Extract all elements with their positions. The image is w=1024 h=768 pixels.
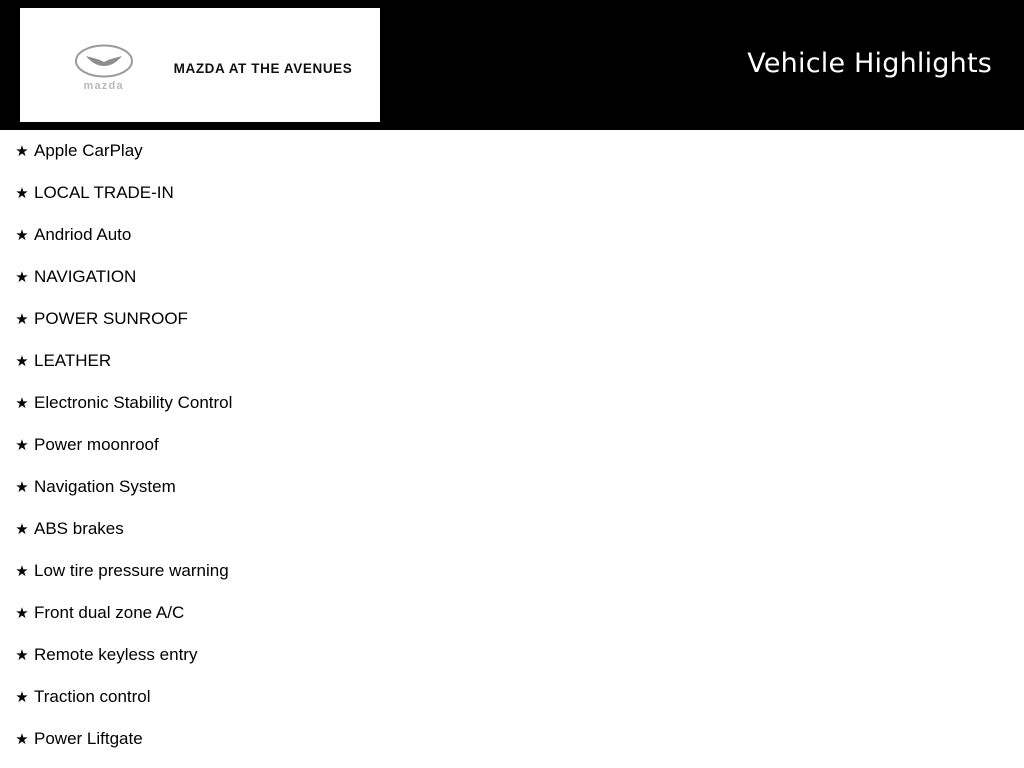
highlight-label: Power moonroof	[34, 435, 159, 454]
star-icon: ★	[15, 435, 29, 454]
page-header	[0, 0, 1024, 130]
star-icon: ★	[15, 309, 29, 328]
list-item	[0, 130, 1024, 172]
list-item	[0, 424, 1024, 466]
mazda-wordmark: mazda	[83, 80, 124, 92]
star-icon: ★	[15, 519, 29, 538]
list-item	[0, 340, 1024, 382]
list-item	[0, 676, 1024, 718]
highlight-label: POWER SUNROOF	[34, 309, 188, 328]
list-item	[0, 718, 1024, 760]
star-icon: ★	[15, 687, 29, 706]
highlight-label: Power Liftgate	[34, 729, 143, 748]
highlight-label: LEATHER	[34, 351, 112, 370]
vehicle-highlights-list	[0, 130, 1024, 760]
list-item	[0, 256, 1024, 298]
list-item	[0, 592, 1024, 634]
highlight-label: ABS brakes	[34, 519, 124, 538]
star-icon: ★	[15, 393, 29, 412]
highlight-label: Traction control	[34, 687, 151, 706]
star-icon: ★	[15, 477, 29, 496]
dealer-logo-block	[20, 8, 380, 122]
list-item	[0, 298, 1024, 340]
highlight-label: Front dual zone A/C	[34, 603, 185, 622]
list-item	[0, 172, 1024, 214]
highlight-label: NAVIGATION	[34, 267, 137, 286]
highlight-label: Remote keyless entry	[34, 645, 198, 664]
highlight-label: LOCAL TRADE-IN	[34, 183, 174, 202]
list-item	[0, 466, 1024, 508]
highlight-label: Navigation System	[34, 477, 176, 496]
star-icon: ★	[15, 225, 29, 244]
highlight-label: Andriod Auto	[34, 225, 132, 244]
list-item	[0, 634, 1024, 676]
list-item	[0, 214, 1024, 256]
mazda-logo-icon	[48, 44, 160, 92]
star-icon: ★	[15, 183, 29, 202]
logo-inner	[20, 38, 380, 92]
list-item	[0, 550, 1024, 592]
star-icon: ★	[15, 603, 29, 622]
star-icon: ★	[15, 561, 29, 580]
highlight-label: Low tire pressure warning	[34, 561, 229, 580]
list-item	[0, 508, 1024, 550]
list-item	[0, 382, 1024, 424]
star-icon: ★	[15, 267, 29, 286]
star-icon: ★	[15, 141, 29, 160]
star-icon: ★	[15, 729, 29, 748]
highlight-label: Electronic Stability Control	[34, 393, 233, 412]
highlight-label: Apple CarPlay	[34, 141, 143, 160]
star-icon: ★	[15, 645, 29, 664]
page-title: Vehicle Highlights	[747, 48, 992, 79]
dealer-name: MAZDA AT THE AVENUES	[173, 60, 353, 76]
star-icon: ★	[15, 351, 29, 370]
